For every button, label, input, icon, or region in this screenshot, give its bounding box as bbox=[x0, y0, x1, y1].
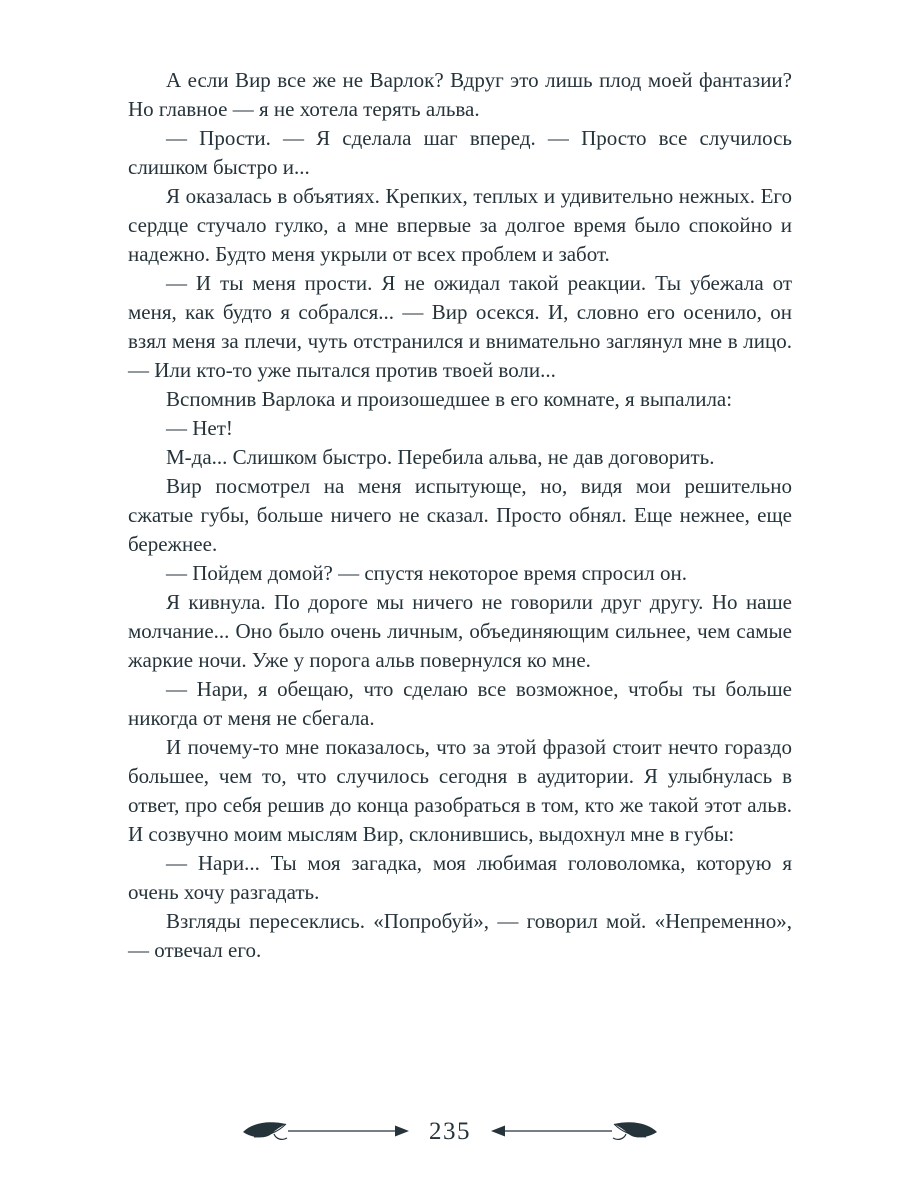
paragraph: — Нет! bbox=[166, 416, 233, 440]
page-footer bbox=[0, 1116, 900, 1146]
paragraph: Я оказалась в объятиях. Крепких, теплых и удивительно нежных. Его сердце стучало гулко, а мне впервые за долгое время было спокойно и надежно. Будто меня укрыли от всех проблем и забот. bbox=[128, 184, 792, 266]
page-number: 235 bbox=[429, 1117, 471, 1145]
paragraph: — Прости. — Я сделала шаг вперед. — Просто все случилось слишком быстро и... bbox=[128, 126, 792, 179]
paragraph: А если Вир все же не Варлок? Вдруг это лишь плод моей фантазии? Но главное — я не хотела терять альва. bbox=[128, 68, 792, 121]
paragraph: М-да... Слишком быстро. Перебила альва, не дав договорить. bbox=[166, 445, 715, 469]
feather-arrow-left-icon bbox=[240, 1118, 415, 1144]
paragraph: Вир посмотрел на меня испытующе, но, видя мои решительно сжатые губы, больше ничего не сказал. Просто обнял. Еще нежнее, еще бережнее. bbox=[128, 474, 792, 556]
paragraph: — И ты меня прости. Я не ожидал такой реакции. Ты убежала от меня, как будто я собрался... — Вир осекся. И, словно его осенило, он взял меня за плечи, чуть отстранился и внимательно заглянул мне в лицо. — Или кто-то уже пытался против твоей воли... bbox=[128, 271, 792, 382]
paragraph: — Пойдем домой? — спустя некоторое время спросил он. bbox=[166, 561, 687, 585]
paragraph: И почему-то мне показалось, что за этой фразой стоит нечто гораздо большее, чем то, что случилось сегодня в аудитории. Я улыбнулась в ответ, про себя решив до конца разобраться в том, кто же такой этот альв. И созвучно моим мыслям Вир, склонившись, выдохнул мне в губы: bbox=[128, 735, 792, 846]
paragraph: Вспомнив Варлока и произошедшее в его комнате, я выпалила: bbox=[166, 387, 733, 411]
paragraph: — Нари... Ты моя загадка, моя любимая головоломка, которую я очень хочу разгадать. bbox=[128, 851, 792, 904]
paragraph: — Нари, я обещаю, что сделаю все возможное, чтобы ты больше никогда от меня не сбегала. bbox=[128, 677, 792, 730]
paragraph: Я кивнула. По дороге мы ничего не говорили друг другу. Но наше молчание... Оно было очень личным, объединяющим сильнее, чем самые жаркие ночи. Уже у порога альв повернулся ко мне. bbox=[128, 590, 792, 672]
paragraph: Взгляды пересеклись. «Попробуй», — говорил мой. «Непременно», — отвечал его. bbox=[128, 909, 792, 962]
text-block bbox=[128, 66, 792, 965]
feather-arrow-right-icon bbox=[485, 1118, 660, 1144]
